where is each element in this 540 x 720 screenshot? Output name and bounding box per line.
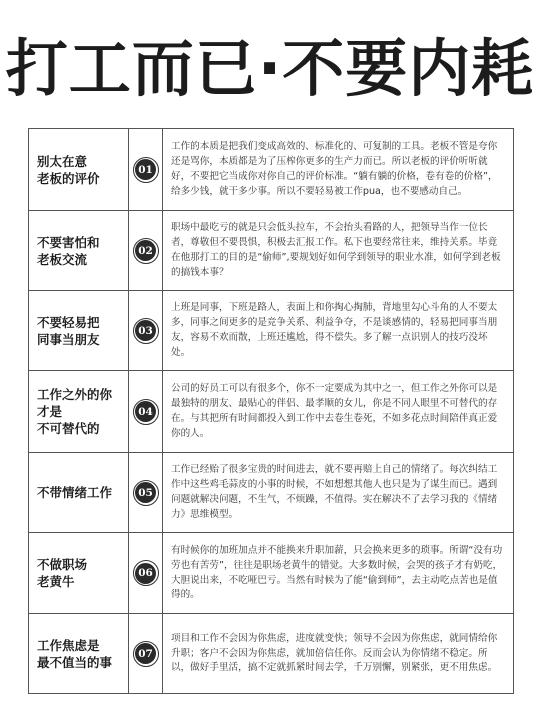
row-label-text: 不做职场 老黄牛 (37, 557, 88, 589)
row-text-content: 职场中最吃亏的就是只会低头拉车，不会抬头看路的人，把领导当作一位长者，尊敬但不要畏惧，积极去汇报工作。私下也要经常往来，维持关系。毕竟在他那打工的目的是“偷师”,要规划好如何学到领导的职业水准，如何学到老板的搞钱本事？ (171, 222, 501, 278)
row-text (163, 453, 513, 532)
row-text (163, 371, 513, 452)
number-badge (133, 560, 159, 586)
number-badge (133, 480, 159, 506)
number-cell (129, 371, 163, 452)
content-table (28, 128, 514, 694)
number-cell (129, 453, 163, 532)
row-label-text: 不要害怕和 老板交流 (37, 234, 100, 267)
row-label-text: 不带情绪工作 (37, 485, 113, 500)
number-cell (129, 129, 163, 210)
row-label (29, 129, 129, 210)
number-cell (129, 533, 163, 613)
row-label (29, 291, 129, 370)
number-text: 02 (135, 240, 156, 261)
number-cell (129, 614, 163, 693)
row-label (29, 533, 129, 613)
table-row (29, 453, 513, 533)
row-text (163, 533, 513, 613)
row-label-text: 别太在意 老板的评价 (37, 153, 100, 186)
number-badge (133, 238, 159, 264)
row-text-content: 上班是同事，下班是路人，表面上和你掏心掏肺，背地里勾心斗角的人不要太多，同事之间更多的是竞争关系、利益争夺，不是谈感情的，轻易把同事当朋友，容易不欢而散，上班还尴尬，得不偿失。多了解一点识别人的技巧没坏处。 (171, 302, 498, 358)
number-badge (133, 318, 159, 344)
table-row (29, 291, 513, 371)
row-text-content: 有时候你的加班加点并不能换来升职加薪，只会换来更多的琐事。所谓“没有功劳也有苦劳”，往往是职场老黄牛的错觉。大多数时候，会哭的孩子才有奶吃，大胆说出来，不吃哑巴亏。当然有时候为了能“偷到师”，去主动吃点苦也是值得的。 (171, 544, 503, 601)
number-text: 04 (135, 401, 156, 422)
number-text: 01 (135, 159, 156, 180)
row-text (163, 129, 513, 210)
row-text-content: 公司的好员工可以有很多个，你不一定要成为其中之一，但工作之外你可以是最独特的朋友、最贴心的伴侣、最孝顺的女儿，你是不同人眼里不可替代的存在。与其把所有时间都投入到工作中去卷生卷死，不如多花点时间陪伴真正爱你的人。 (171, 383, 498, 439)
row-label (29, 453, 129, 532)
row-text-content: 项目和工作不会因为你焦虑，进度就变快；领导不会因为你焦虑，就同情给你升职；客户不会因为你焦虑，就加倍信任你。反而会认为你情绪不稳定。所以，做好手里活，搞不定就抓紧时间去学，千万别懈，别紧张，更不用焦虑。 (171, 632, 498, 674)
row-label (29, 211, 129, 290)
row-text (163, 614, 513, 693)
row-label (29, 614, 129, 693)
table-row (29, 371, 513, 453)
number-text: 07 (135, 643, 156, 664)
table-row (29, 533, 513, 614)
row-text (163, 211, 513, 290)
number-text: 06 (135, 563, 156, 584)
number-badge (133, 157, 159, 183)
page-title: 打工而已·不要内耗 (5, 32, 535, 105)
table-row (29, 129, 513, 211)
number-text: 03 (135, 320, 156, 341)
table-row (29, 614, 513, 693)
number-badge (133, 399, 159, 425)
row-text (163, 291, 513, 370)
row-label-text: 工作之外的你 才是 不可替代的 (37, 387, 113, 436)
number-badge (133, 641, 159, 667)
number-cell (129, 291, 163, 370)
table-row (29, 211, 513, 291)
number-text: 05 (135, 482, 156, 503)
row-text-content: 工作已经贻了很多宝贵的时间进去，就不要再赔上自己的情绪了。每次纠结工作中这些鸡毛蒜皮的小事的时候，不如想想其他人也只是为了谋生而已。遇到问题就解决问题，不生气，不烦躁，不值得。实在解决不了去学习我的《情绪力》思维模型。 (171, 464, 498, 520)
row-label-text: 不要轻易把 同事当朋友 (37, 314, 100, 347)
row-text-content: 工作的本质是把我们变成高效的、标准化的、可复制的工具。老板不管是夸你还是骂你，本质都是为了压榨你更多的生产力而已。所以老板的评价听听就好，不要把它当成你对你自己的评价标准。“躺有躺的价格，卷有卷的价格”，给多少钱，就干多少事。所以不要轻易被工作pua，也不要感动自己。 (171, 141, 498, 197)
row-label-text: 工作焦虑是 最不值当的事 (37, 637, 113, 670)
row-label (29, 371, 129, 452)
number-cell (129, 211, 163, 290)
